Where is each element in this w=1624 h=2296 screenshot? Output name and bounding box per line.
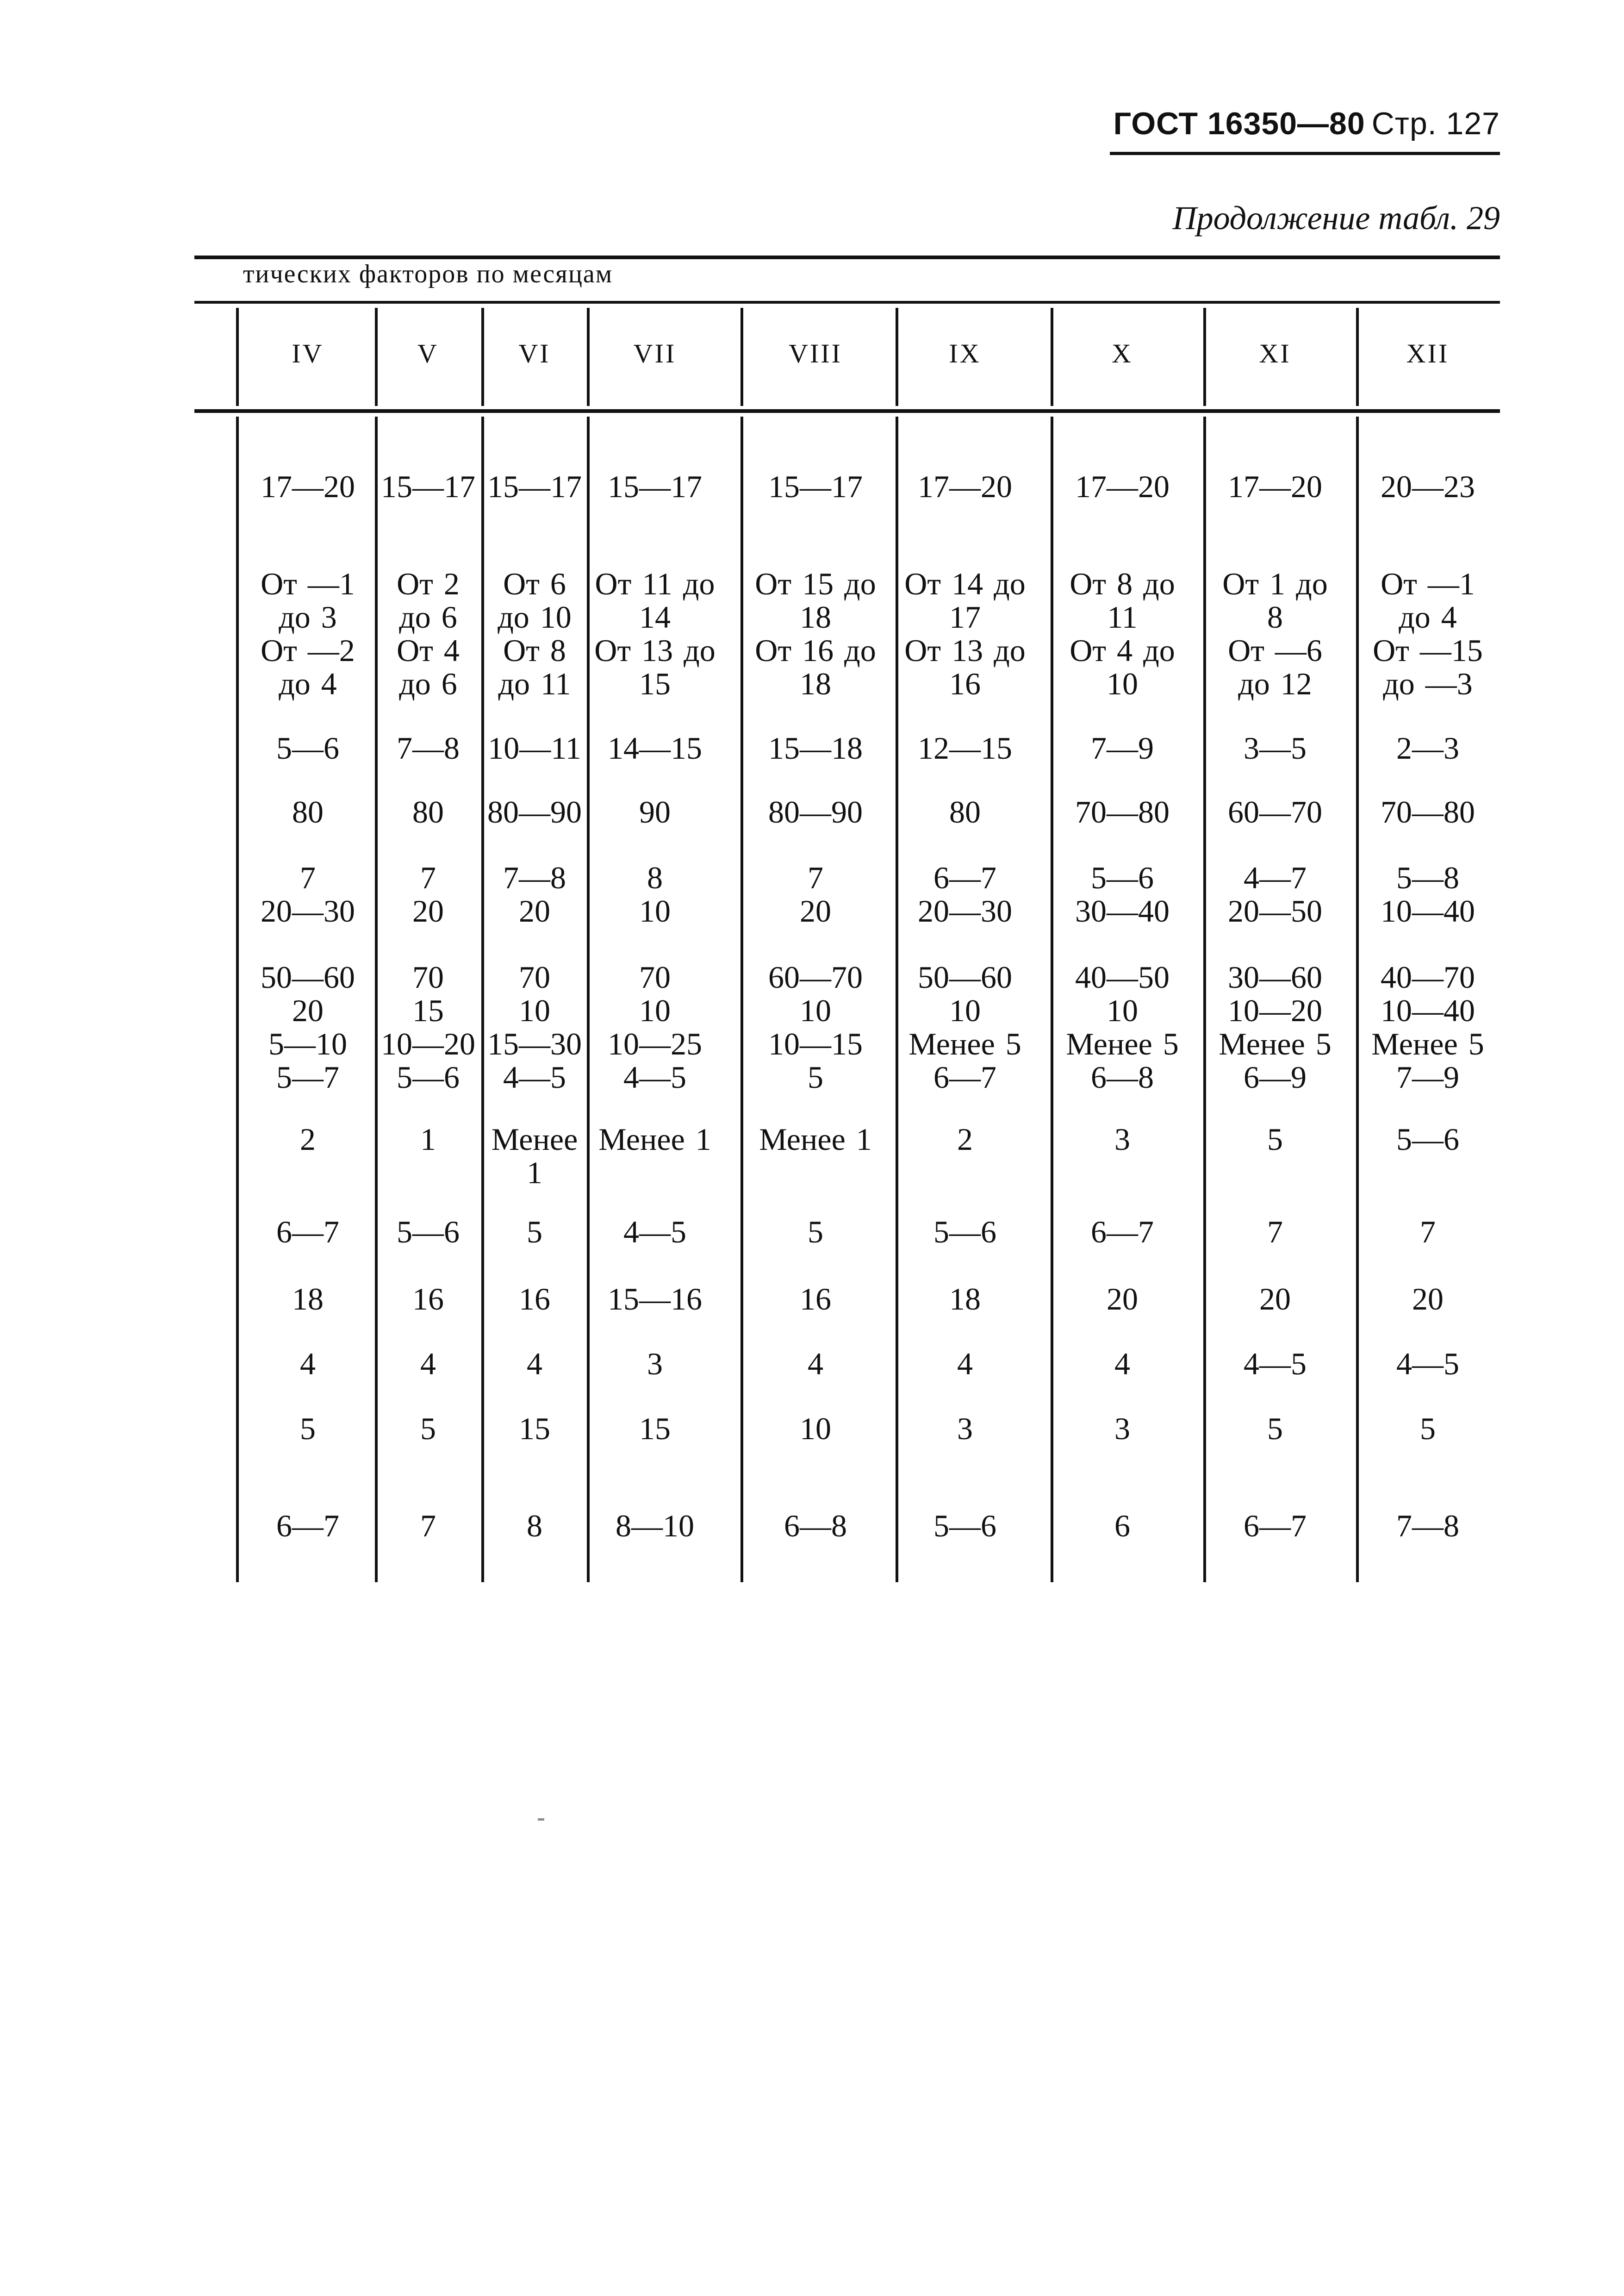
table-cell: 5—6: [276, 730, 339, 766]
table-cell: 7: [1267, 1214, 1283, 1249]
table-cell: 70—80: [1381, 794, 1475, 830]
table-cell: От 8 до 11 От 4 до 10: [1070, 566, 1175, 701]
table-cell: 4—7 20—50: [1228, 860, 1322, 929]
column-header: IV: [292, 338, 324, 368]
table-cell: 4: [1114, 1346, 1130, 1381]
table-cell: 2: [957, 1122, 973, 1157]
table-cell: 15—17: [608, 469, 702, 504]
table-cell: 3: [647, 1346, 663, 1381]
table-cell: 16: [412, 1281, 444, 1316]
column-header: IX: [949, 338, 981, 368]
table-cell: 4: [527, 1346, 542, 1381]
table-cell: 70—80: [1075, 794, 1170, 830]
table-cell: 70 10 10—25 4—5: [608, 960, 702, 1095]
table-cell: 5—6: [1396, 1122, 1459, 1157]
table-cell: 5: [1420, 1411, 1436, 1446]
table-cell: 15—16: [608, 1281, 702, 1316]
table-cell: 15—17: [381, 469, 475, 504]
table-cell: 50—60 20 5—10 5—7: [261, 960, 355, 1095]
table-cell: 16: [800, 1281, 831, 1316]
header-column-divider: [896, 308, 898, 406]
table-cell: 80: [292, 794, 324, 830]
table-cell: 5: [808, 1214, 823, 1249]
table-cell: 20: [1259, 1281, 1291, 1316]
table-cell: 18: [292, 1281, 324, 1316]
header-column-divider: [1203, 308, 1206, 406]
header-column-divider: [481, 308, 484, 406]
table-cell: 8 10: [639, 860, 671, 929]
table-cell: 18: [949, 1281, 981, 1316]
table-cell: 80—90: [768, 794, 863, 830]
table-cell: От 1 до 8 От —6 до 12: [1222, 566, 1328, 701]
header-column-divider: [1051, 308, 1053, 406]
table-cell: 70 15 10—20 5—6: [381, 960, 475, 1095]
table-cell: 4—5: [1244, 1346, 1307, 1381]
table-top-rule: [194, 256, 1500, 259]
table-cell: 17—20: [918, 469, 1012, 504]
table-cell: 3—5: [1244, 730, 1307, 766]
header-column-divider: [587, 308, 590, 406]
table-cell: 4—5: [1396, 1346, 1459, 1381]
table-cell: 5: [527, 1214, 542, 1249]
table-cell: 20: [1107, 1281, 1138, 1316]
table-cell: От 15 до 18 От 16 до 18: [755, 566, 876, 701]
table-cell: 5: [300, 1411, 316, 1446]
table-cell: 4: [808, 1346, 823, 1381]
table-cell: 7 20: [800, 860, 831, 929]
table-cell: 6: [1114, 1508, 1130, 1543]
table-cell: 50—60 10 Менее 5 6—7: [908, 960, 1021, 1095]
body-column-divider: [1203, 417, 1206, 1582]
column-header: XII: [1406, 338, 1450, 368]
column-header: VIII: [789, 338, 842, 368]
table-cell: 80: [949, 794, 981, 830]
table-cell: 6—7 20—30: [918, 860, 1012, 929]
table-cell: 4: [420, 1346, 436, 1381]
table-cell: 1: [420, 1122, 436, 1157]
table-cell: 70 10 15—30 4—5: [487, 960, 582, 1095]
column-header: VI: [518, 338, 551, 368]
table-cell: От —1 до 3 От —2 до 4: [261, 566, 355, 701]
table-cell: 20: [1412, 1281, 1444, 1316]
table-cell: 2—3: [1396, 730, 1459, 766]
table-cell: 3: [1114, 1411, 1130, 1446]
table-cell: 10—11: [488, 730, 581, 766]
table-cell: 17—20: [261, 469, 355, 504]
table-cell: Менее 1: [759, 1122, 872, 1157]
column-header: V: [417, 338, 439, 368]
table-cell: 14—15: [608, 730, 702, 766]
table-cell: От 14 до 17 От 13 до 16: [904, 566, 1026, 701]
table-cell: 17—20: [1075, 469, 1170, 504]
table-cell: 10: [800, 1411, 831, 1446]
table-cell: 15—18: [768, 730, 863, 766]
table-cell: 2: [300, 1122, 316, 1157]
header-underline: [1110, 152, 1500, 155]
table-cell: 7: [420, 1508, 436, 1543]
table-cell: 80—90: [487, 794, 582, 830]
column-header: XI: [1259, 338, 1291, 368]
table-cell: 4—5: [623, 1214, 686, 1249]
table-cell: 60—70 10 10—15 5: [768, 960, 863, 1095]
body-column-divider: [1051, 417, 1053, 1582]
table-cell: 5—6: [933, 1214, 996, 1249]
page-header: [1114, 106, 1500, 142]
table-cell: 7—8: [1396, 1508, 1459, 1543]
table-cell: От 2 до 6 От 4 до 6: [397, 566, 460, 701]
table-cell: 40—50 10 Менее 5 6—8: [1066, 960, 1179, 1095]
page-number: Стр. 127: [1371, 106, 1500, 141]
table-cell: 6—7: [276, 1508, 339, 1543]
table-cell: От —1 до 4 От —15 до —3: [1373, 566, 1483, 701]
table-cell: 15: [639, 1411, 671, 1446]
table-cell: 5: [420, 1411, 436, 1446]
body-column-divider: [896, 417, 898, 1582]
table-cell: 5—6: [397, 1214, 460, 1249]
group-title-rule: [194, 301, 1500, 304]
table-cell: 7—9: [1091, 730, 1154, 766]
table-cell: 6—7: [1091, 1214, 1154, 1249]
table-cell: 3: [1114, 1122, 1130, 1157]
table-cell: Менее 1: [491, 1122, 578, 1190]
scan-artifact: [538, 1818, 544, 1821]
table-cell: 8: [527, 1508, 542, 1543]
table-cell: 6—7: [276, 1214, 339, 1249]
body-column-divider: [587, 417, 590, 1582]
table-cell: 15—17: [487, 469, 582, 504]
table-cell: 15—17: [768, 469, 863, 504]
header-column-divider: [236, 308, 239, 406]
table-cell: 7—8 20: [503, 860, 566, 929]
body-column-divider: [740, 417, 743, 1582]
table-cell: 15: [519, 1411, 550, 1446]
body-column-divider: [236, 417, 239, 1582]
table-cell: Менее 1: [598, 1122, 711, 1157]
table-cell: 30—60 10—20 Менее 5 6—9: [1219, 960, 1332, 1095]
table-cell: 16: [519, 1281, 550, 1316]
table-cell: 5: [1267, 1122, 1283, 1157]
body-column-divider: [375, 417, 378, 1582]
header-bottom-rule: [194, 409, 1500, 413]
table-cell: 3: [957, 1411, 973, 1446]
column-group-title: тических факторов по месяцам: [243, 260, 613, 288]
column-header: X: [1112, 338, 1133, 368]
table-cell: 90: [639, 794, 671, 830]
table-cell: 5—6: [933, 1508, 996, 1543]
table-cell: 40—70 10—40 Менее 5 7—9: [1371, 960, 1484, 1095]
table-cell: 6—7: [1244, 1508, 1307, 1543]
table-cell: 17—20: [1228, 469, 1322, 504]
table-cell: 4: [957, 1346, 973, 1381]
table-cell: От 6 до 10 От 8 до 11: [498, 566, 572, 701]
table-cell: 7—8: [397, 730, 460, 766]
table-cell: 7 20—30: [261, 860, 355, 929]
table-cell: 8—10: [616, 1508, 694, 1543]
table-cell: От 11 до 14 От 13 до 15: [594, 566, 716, 701]
header-column-divider: [375, 308, 378, 406]
header-column-divider: [1356, 308, 1359, 406]
table-cell: 20—23: [1381, 469, 1475, 504]
table-cell: 80: [412, 794, 444, 830]
table-cell: 60—70: [1228, 794, 1322, 830]
header-column-divider: [740, 308, 743, 406]
table-cell: 7: [1420, 1214, 1436, 1249]
table-cell: 6—8: [784, 1508, 847, 1543]
table-continuation-label: Продолжение табл. 29: [1172, 200, 1500, 237]
body-column-divider: [1356, 417, 1359, 1582]
table-cell: 12—15: [918, 730, 1012, 766]
body-column-divider: [481, 417, 484, 1582]
table-cell: 5—8 10—40: [1381, 860, 1475, 929]
table-cell: 5—6 30—40: [1075, 860, 1170, 929]
table-cell: 5: [1267, 1411, 1283, 1446]
table-cell: 7 20: [412, 860, 444, 929]
column-header: VII: [633, 338, 677, 368]
document-code: ГОСТ 16350—80: [1113, 106, 1365, 141]
table-cell: 4: [300, 1346, 316, 1381]
